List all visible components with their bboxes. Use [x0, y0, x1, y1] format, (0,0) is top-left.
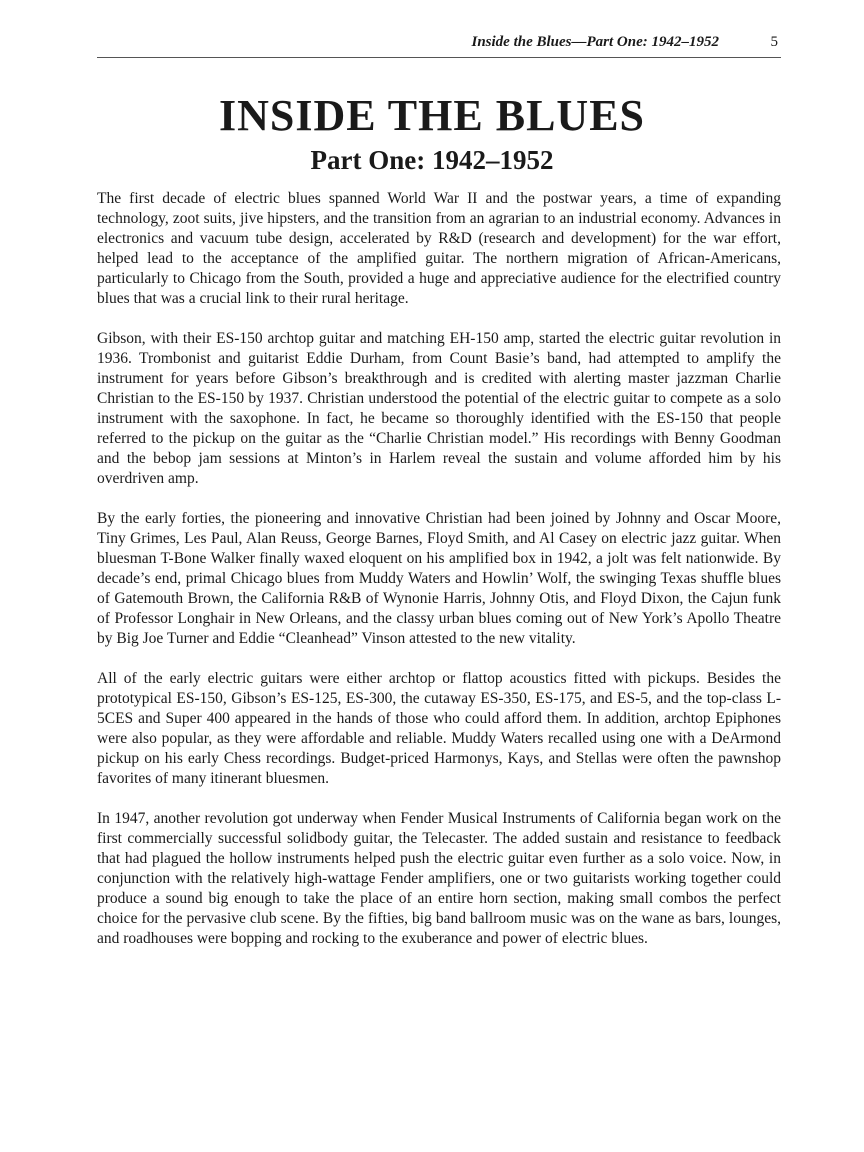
paragraph-1: The first decade of electric blues spanned World War II and the postwar years, a time of expanding technology, zoot suits, jive hipsters, and the transition from an agrarian to an industrial economy. Advances in electronics and vacuum tube design, accelerated by R&D (research and development) for the war effort, helped lead to the acceptance of the amplified guitar. The northern migration of African-Americans, particularly to Chicago from the South, provided a huge and appreciative audience for the electrified country blues that was a crucial link to their rural heritage.: [97, 190, 781, 307]
body-text: [97, 189, 781, 969]
paragraph-5: In 1947, another revolution got underway when Fender Musical Instruments of California began work on the first commercially successful solidbody guitar, the Telecaster. The added sustain and resistance to feedback that had plagued the hollow instruments helped push the electric guitar even further as a solo voice. Now, in conjunction with the relatively high-wattage Fender amplifiers, one or two guitarists working together could produce a sound big enough to take the place of an entire horn section, making small combos the perfect choice for the pervasive club scene. By the fifties, big band ballroom music was on the wane as bars, lounges, and roadhouses were bopping and rocking to the exuberance and power of electric blues.: [97, 810, 781, 947]
chapter-subtitle: Part One: 1942–1952: [310, 145, 554, 175]
chapter-title: INSIDE THE BLUES: [218, 91, 646, 140]
page-number: 5: [770, 34, 778, 50]
paragraph-2: Gibson, with their ES-150 archtop guitar and matching EH-150 amp, started the electric guitar revolution in 1936. Trombonist and guitarist Eddie Durham, from Count Basie’s band, had attempted to amplify the instrument for years before Gibson’s breakthrough and is credited with alerting master jazzman Charlie Christian to the ES-150 by 1937. Christian understood the potential of the electric guitar to compete as a solo instrument with the saxophone. In fact, he became so thoroughly identified with the ES-150 that people referred to the pickup on the guitar as the “Charlie Christian model.” His recordings with Benny Goodman and the bebop jam sessions at Minton’s in Harlem reveal the sustain and volume afforded him by his overdriven amp.: [97, 330, 781, 487]
paragraph-4: All of the early electric guitars were either archtop or flattop acoustics fitted with pickups. Besides the prototypical ES-150, Gibson’s ES-125, ES-300, the cutaway ES-350, ES-175, and ES-5, and the top-class L-5CES and Super 400 appeared in the hands of those who could afford them. In addition, archtop Epiphones were also popular, as they were affordable and reliable. Muddy Waters recalled using one with a DeArmond pickup on his early Chess recordings. Budget-priced Harmonys, Kays, and Stellas were often the pawnshop favorites of many itinerant bluesmen.: [97, 670, 781, 787]
running-header: [97, 33, 781, 58]
running-title: Inside the Blues—Part One: 1942–1952: [471, 34, 719, 50]
paragraph-3: By the early forties, the pioneering and innovative Christian had been joined by Johnny and Oscar Moore, Tiny Grimes, Les Paul, Alan Reuss, George Barnes, Floyd Smith, and Al Casey on electric jazz guitar. When bluesman T-Bone Walker finally waxed eloquent on his amplified box in 1942, a jolt was felt nationwide. By decade’s end, primal Chicago blues from Muddy Waters and Howlin’ Wolf, the swinging Texas shuffle blues of Gatemouth Brown, the California R&B of Wynonie Harris, Johnny Otis, and Floyd Dixon, the Cajun funk of Professor Longhair in New Orleans, and the classy urban blues coming out of New York’s Apollo Theatre by Big Joe Turner and Eddie “Cleanhead” Vinson attested to the new vitality.: [97, 510, 781, 647]
